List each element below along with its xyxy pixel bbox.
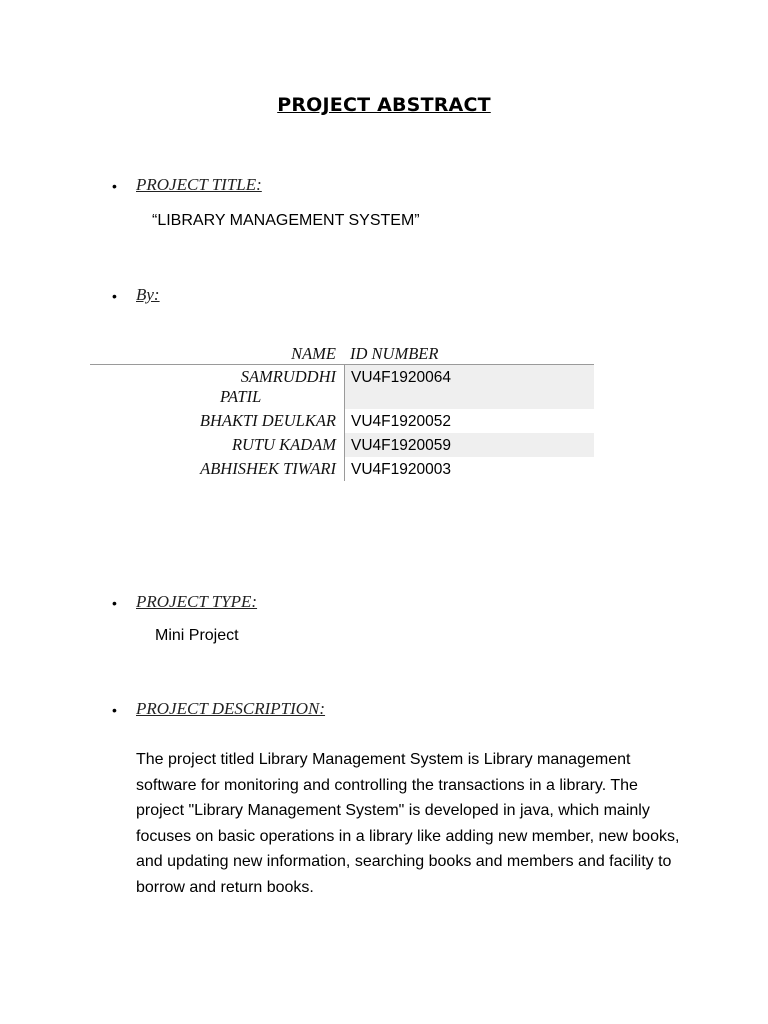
table-header-rule [90,364,594,365]
table-header-name: NAME [291,344,336,363]
member-name: PATIL [220,387,262,406]
project-title-value: “LIBRARY MANAGEMENT SYSTEM” [152,212,420,229]
bullet-icon: • [112,595,117,611]
bullet-icon: • [112,702,117,718]
project-type-value: Mini Project [155,627,239,644]
bullet-icon: • [112,288,117,304]
member-id: VU4F1920059 [351,437,451,454]
member-name: ABHISHEK TIWARI [200,459,336,478]
page-title: PROJECT ABSTRACT [277,94,491,116]
member-name: SAMRUDDHI [240,367,336,386]
table-column-rule [344,365,345,481]
bullet-icon: • [112,178,117,194]
member-id: VU4F1920003 [351,461,451,478]
section-heading-project-type: PROJECT TYPE: [136,592,258,611]
table-header-id: ID NUMBER [350,344,439,363]
member-name: RUTU KADAM [231,435,336,454]
section-heading-project-description: PROJECT DESCRIPTION: [136,699,326,718]
project-description-text: The project titled Library Management System is Library management software for monitoring and controlling the transactions in a library. The project "Library Management System" is developed in java, which mainly focuses on basic operations in a library like adding new member, new books, and updating new information, searching books and members and facility to borrow and return books. [136,751,680,896]
section-heading-by: By: [136,285,160,304]
member-id: VU4F1920052 [351,413,451,430]
section-heading-project-title: PROJECT TITLE: [136,175,262,194]
member-id: VU4F1920064 [351,369,451,386]
table-row [160,367,336,407]
member-name: BHAKTI DEULKAR [199,411,336,430]
